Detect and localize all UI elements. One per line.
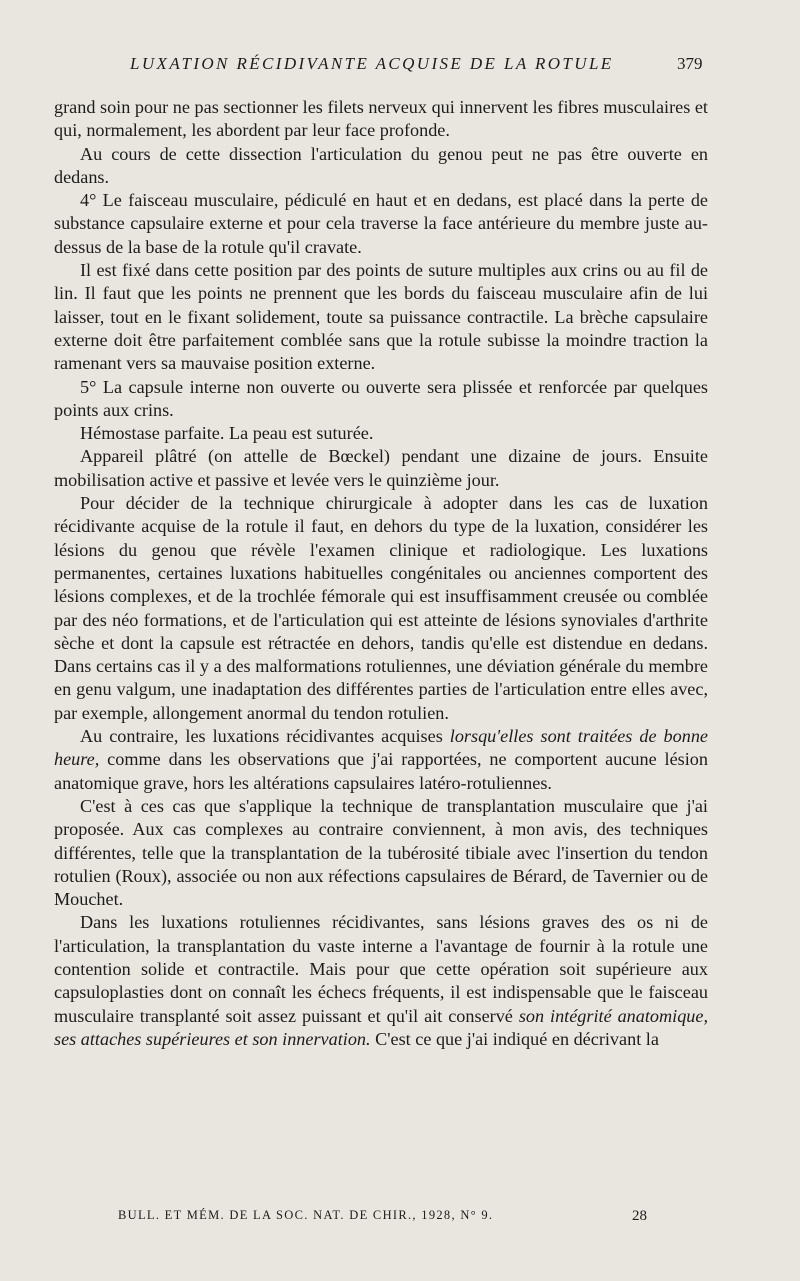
paragraph-2: Au cours de cette dissection l'articulation du genou peut ne pas être ouverte en dedans. — [54, 143, 708, 187]
paragraph-7: Appareil plâtré (on attelle de Bœckel) pendant une dizaine de jours. Ensuite mobilisation active et passive et levée vers le quinzième jour. — [54, 446, 708, 490]
paragraph-6: Hémostase parfaite. La peau est suturée. — [80, 423, 374, 444]
page-footer — [0, 1208, 800, 1230]
paragraph-9-end: comme dans les observations que j'ai rapportées, ne comportent aucune lésion anatomique grave, hors les altérations capsulaires latéro-rotuliennes. — [54, 749, 708, 793]
paragraph-11-end: C'est ce que j'ai indiqué en décrivant la — [370, 1028, 659, 1049]
paragraph-11-italic: son intégrité anatomique, ses attaches supérieures et son innervation. — [54, 1005, 709, 1049]
paragraph-11 — [54, 911, 708, 1051]
body-text — [54, 96, 708, 1051]
paragraph-9-italic: lorsqu'elles sont traitées de bonne heure, — [54, 726, 708, 770]
paragraph-1: grand soin pour ne pas sectionner les filets nerveux qui innervent les fibres musculaires et qui, normalement, les abordent par leur face profonde. — [54, 97, 708, 141]
paragraph-9-start: Au contraire, les luxations récidivantes acquises — [80, 726, 450, 747]
page-number: 379 — [677, 54, 703, 73]
sheet-number: 28 — [632, 1208, 647, 1224]
paragraph-8: Pour décider de la technique chirurgicale à adopter dans les cas de luxation récidivante acquise de la rotule il faut, en dehors du type de la luxation, considérer les lésions du genou que révèle l'examen clinique et radiologique. Les luxations permanentes, certaines luxations habituelles congénitales ou anciennes comportent des lésions complexes, et de la trochlée fémorale qui est insuffisamment creusée ou comblée par des néo formations, et de l'articulation qui est atteinte de lésions synoviales d'arthrite sèche et dont la capsule est rétractée en dehors, tandis qu'elle est distendue en dedans. Dans certains cas il y a des malformations rotuliennes, une déviation générale du membre en genu valgum, une inadaptation des différentes parties de l'articulation entre elles avec, par exemple, allongement anormal du tendon rotulien. — [54, 493, 708, 723]
journal-reference: BULL. ET MÉM. DE LA SOC. NAT. DE CHIR., 1928, N° 9. — [118, 1208, 494, 1222]
paragraph-10: C'est à ces cas que s'applique la technique de transplantation musculaire que j'ai proposée. Aux cas complexes au contraire conviennent, à mon avis, des techniques différentes, telle que la transplantation de la tubérosité tibiale avec l'insertion du tendon rotulien (Roux), associée ou non aux réfections capsulaires de Bérard, de Tavernier ou de Mouchet. — [54, 795, 708, 910]
paragraph-3: 4° Le faisceau musculaire, pédiculé en haut et en dedans, est placé dans la perte de substance capsulaire externe et pour cela traverse la face antérieure du membre juste au-dessus de la base de la rotule qu'il cravate. — [54, 190, 708, 257]
paragraph-4: Il est fixé dans cette position par des points de suture multiples aux crins ou au fil de lin. Il faut que les points ne prennent que les bords du faisceau musculaire afin de lui laisser, tout en le fixant solidement, toute sa puissance contractile. La brèche capsulaire externe doit être parfaitement comblée sans que la rotule subisse la moindre traction la ramenant vers sa mauvaise position externe. — [54, 260, 708, 374]
running-title: LUXATION RÉCIDIVANTE ACQUISE DE LA ROTULE — [130, 54, 614, 73]
page-header — [0, 54, 800, 80]
paragraph-9 — [54, 725, 708, 795]
paragraph-5: 5° La capsule interne non ouverte ou ouverte sera plissée et renforcée par quelques points aux crins. — [54, 376, 708, 420]
paragraph-11-start: Dans les luxations rotuliennes récidivantes, sans lésions graves des os ni de l'articulation, la transplantation du vaste interne a l'avantage de fournir à la rotule une contention solide et contractile. Mais pour que cette opération soit supérieure aux capsuloplasties dont on connaît les échecs fréquents, il est indispensable que le faisceau musculaire transplanté soit assez puissant et qu'il ait conservé — [54, 912, 708, 1026]
